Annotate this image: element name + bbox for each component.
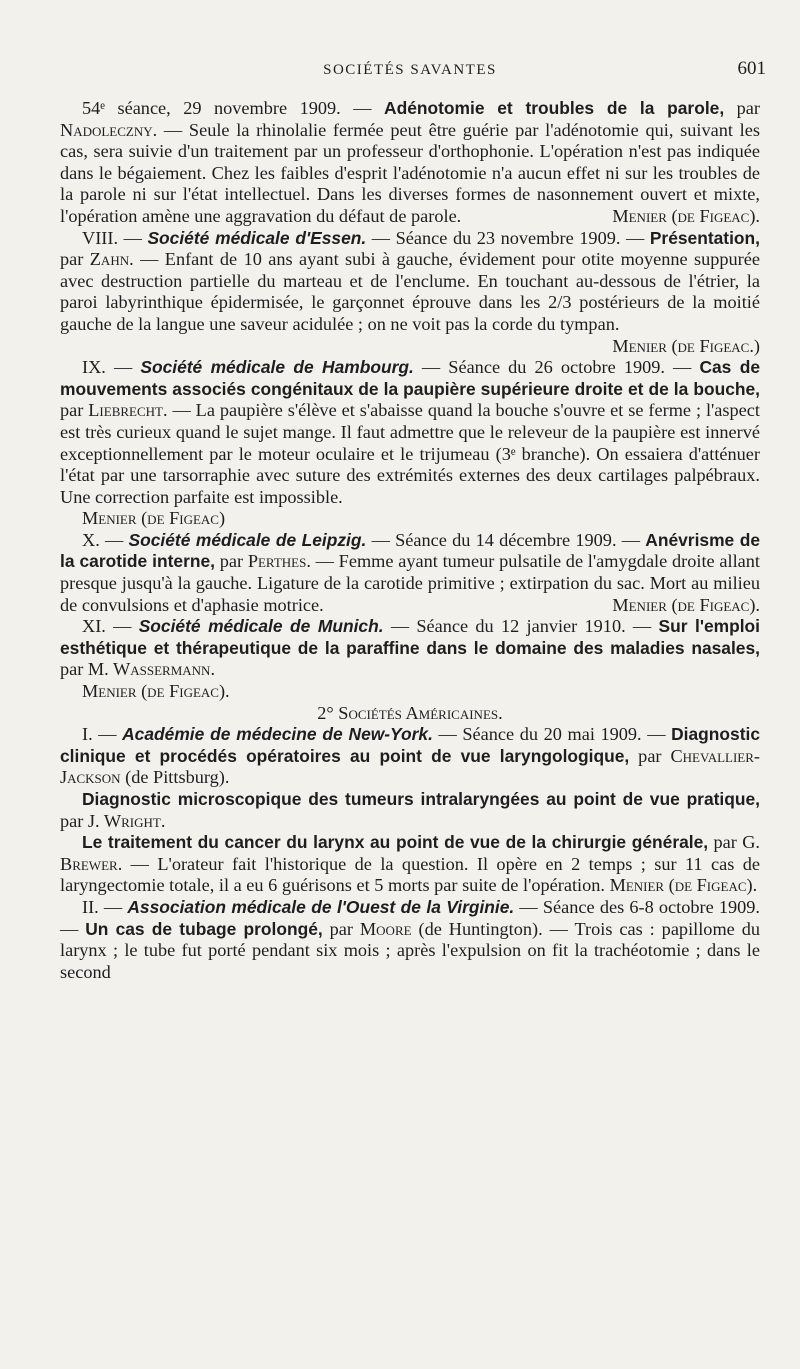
author-name: J. Wright	[87, 810, 161, 831]
section-heading: 2° Sociétés Américaines.	[317, 702, 503, 723]
paragraph-body: (de Pittsburg).	[120, 767, 230, 788]
signature: Menier (de Figeac)	[82, 508, 226, 529]
session-date: — Séance du 12 janvier 1910. —	[383, 616, 659, 637]
paragraph-body: . — Enfant de 10 ans ayant subi à gauche, évidement pour otite moyenne suppurée avec destruction partielle du marteau et de l'enclume. En touchant au-dessous de l'étrier, la paroi labyrinthique épidermisée, le garçonnet éprouve dans les 2/3 postérieurs de la moitié gauche de la langue une saveur acidulée ; on ne voit pas la corde du tympan.	[60, 249, 760, 334]
paragraph-body: . — L'orateur fait l'historique de la question. Il opère en 2 temps ; sur 11 cas de laryngectomie totale, il a eu 6 guérisons et 5 morts par suite de l'opération.	[60, 853, 760, 896]
body-text	[60, 98, 760, 983]
by-text: par	[724, 98, 760, 118]
running-head	[60, 58, 766, 98]
author-name: Moore	[359, 918, 412, 939]
section-number: I. —	[82, 724, 123, 745]
communication-title: Diagnostic clinique et procédés opératoires au point de vue laryngologique,	[60, 724, 760, 766]
society-name: Société médicale d'Essen.	[147, 227, 367, 248]
section-number: X. —	[82, 529, 129, 550]
section-number: VIII. —	[82, 227, 148, 248]
section-number: II. —	[82, 896, 128, 917]
by-text: par	[60, 810, 88, 831]
author-name: Nadoleczny	[60, 119, 153, 140]
society-name: Société médicale de Munich.	[138, 616, 384, 637]
signature: Menier (de Figeac).	[612, 205, 760, 226]
paragraph-body: .	[210, 659, 216, 680]
session-date: — Séance du 23 novembre 1909. —	[366, 227, 650, 248]
session-date: — Séance du 26 octobre 1909. —	[413, 357, 700, 378]
signature: Menier (de Figeac).	[82, 681, 230, 702]
paragraph-body: . — La paupière s'élève et s'abaisse quand la bouche s'ouvre et se ferme ; l'aspect est très curieux quand le sujet mange. Il faut admettre que le releveur de la paupière est innervé exceptionnellement par le moteur oculaire et le trijumeau (3ᵉ branche). On essaiera d'atténuer l'état par une tarsorraphie avec suture des extrémités externes des deux cartilages palpébraux. Une correction parfaite est impossible.	[60, 400, 760, 507]
communication-title: Présentation,	[649, 227, 760, 248]
society-name: Association médicale de l'Ouest de la Virginie.	[127, 896, 515, 917]
author-name: Liebrecht	[88, 400, 163, 421]
society-name: Académie de médecine de New-York.	[122, 724, 433, 745]
author-name: Zahn	[89, 249, 130, 270]
session-lead: 54ᵉ séance, 29 novembre 1909. —	[82, 98, 385, 118]
header-title: SOCIÉTÉS SAVANTES	[323, 62, 497, 78]
paragraph-body: .	[160, 810, 166, 831]
paragraph-body: . — Seule la rhinolalie fermée peut être guérie par l'adénotomie qui, suivant les cas, sera suivie d'un traitement par un professeur d'orthophonie. L'opération n'est pas indiquée dans le bégaiement. Chez les faibles d'esprit l'adénotomie n'a aucun effet ni sur les troubles de la parole ni sur l'état intellectuel. Dans les diverses formes de nasonnement ouvert et mixte, l'opération amène une aggravation du défaut de parole.	[60, 119, 760, 226]
signature: Menier (de Figeac).	[612, 594, 760, 615]
by-text: par	[708, 832, 743, 853]
communication-title: Un cas de tubage prolongé,	[85, 918, 323, 939]
by-text: par	[322, 918, 360, 939]
page	[60, 58, 766, 983]
by-text: par	[214, 551, 248, 572]
communication-title: Anévrisme de la carotide interne,	[60, 529, 761, 572]
author-name: G. Brewer	[60, 832, 760, 874]
signature: Menier (de Figeac).	[609, 875, 758, 896]
paragraph-new-york	[60, 724, 760, 789]
author-name: Perthes	[247, 551, 307, 572]
communication-title: Le traitement du cancer du larynx au point de vue de la chirurgie générale,	[82, 832, 709, 853]
paragraph-body: . — Femme ayant tumeur pulsatile de l'amygdale droite allant presque jusqu'à la gauche. Ligature de la carotide primitive ; extirpation du sac. Mort au milieu de convulsions et d'aphasie motrice.	[60, 551, 760, 615]
by-text: par	[60, 249, 90, 270]
paragraph-54th-session	[60, 98, 760, 228]
paragraph-munich	[60, 616, 760, 681]
page-number: 601	[737, 58, 766, 79]
communication-title: Cas de mouvements associés congénitaux de la paupière supérieure droite et de la bouche,	[60, 357, 760, 399]
section-number: IX. —	[82, 357, 141, 378]
paragraph-hambourg	[60, 357, 760, 508]
session-date: — Séance du 20 mai 1909. —	[432, 724, 672, 745]
author-name: M. Wassermann	[87, 659, 211, 680]
by-text: par	[60, 659, 88, 680]
communication-title: Sur l'emploi esthétique et thérapeutique de la paraffine dans le domaine des maladies nasales,	[60, 616, 760, 658]
by-text: par	[629, 745, 671, 766]
session-date: — Séance du 14 décembre 1909. —	[366, 529, 646, 550]
by-text: par	[60, 400, 89, 421]
signature: Menier (de Figeac.)	[612, 335, 760, 356]
paragraph-wright	[60, 789, 760, 832]
paragraph-essen	[60, 227, 760, 356]
session-date: — Séance des 6-8 octobre 1909. —	[60, 896, 761, 939]
communication-title: Adénotomie et troubles de la parole,	[384, 98, 725, 118]
paragraph-leipzig	[60, 530, 760, 616]
society-name: Société médicale de Hambourg.	[140, 357, 414, 378]
paragraph-body: (de Huntington). — Trois cas : papillome du larynx ; le tube fut porté pendant six mois ; après l'expulsion on fit la trachéotomie ; dans le second	[60, 918, 760, 982]
paragraph-brewer	[60, 832, 760, 897]
paragraph-virginie	[60, 897, 760, 983]
society-name: Société médicale de Leipzig.	[128, 529, 367, 550]
section-number: XI. —	[82, 616, 139, 637]
author-name: Chevallier-Jackson	[60, 745, 760, 788]
communication-title: Diagnostic microscopique des tumeurs intralaryngées au point de vue pratique,	[82, 789, 760, 809]
